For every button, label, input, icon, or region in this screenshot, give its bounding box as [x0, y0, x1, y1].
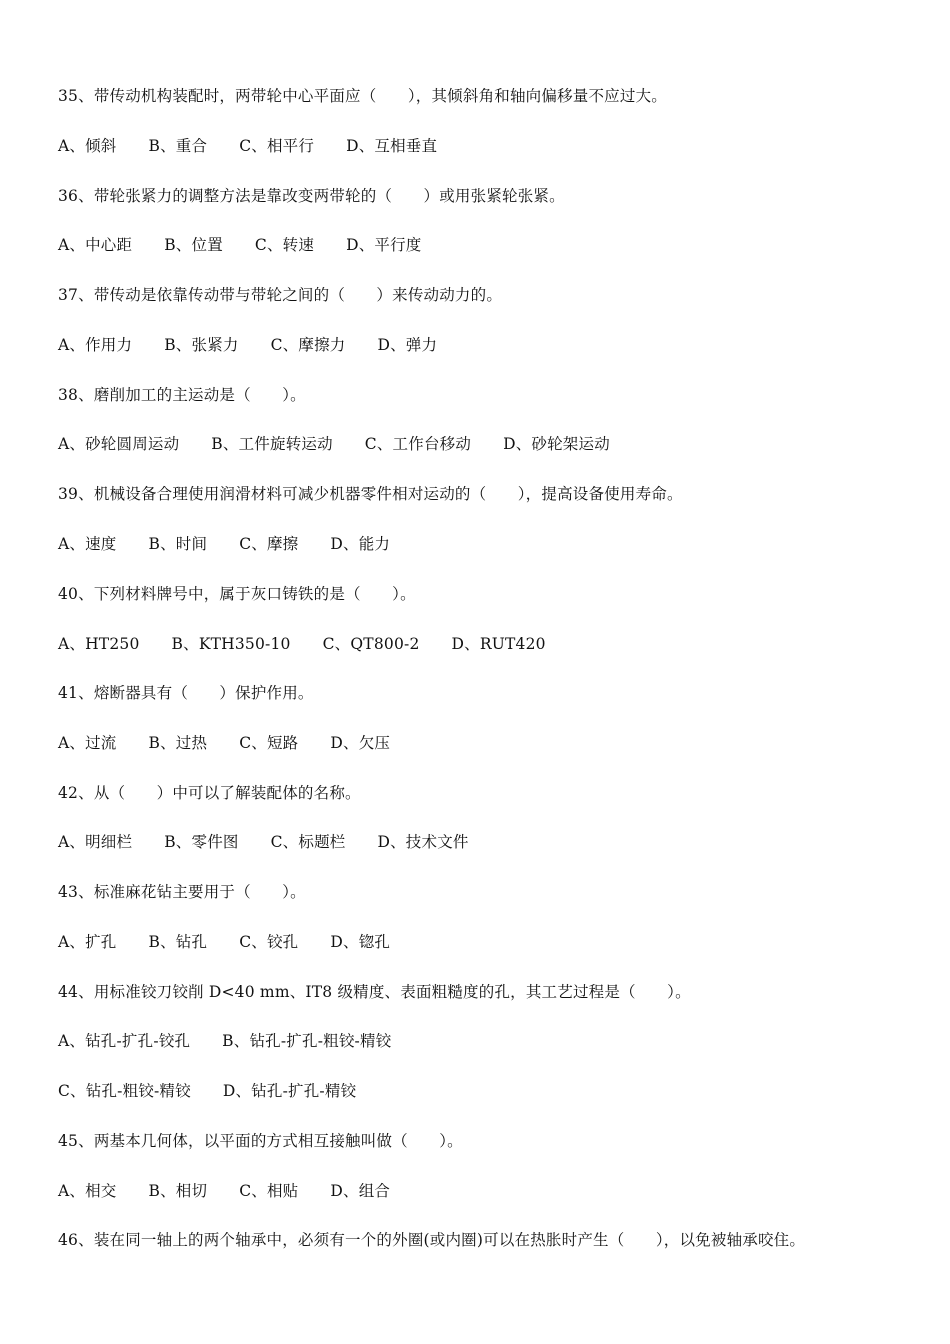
option-b[interactable]: B、过热 [148, 734, 208, 752]
question-44-stem: 44、用标准铰刀铰削 D<40 mm、IT8 级精度、表面粗糙度的孔，其工艺过程是（ ）。 [58, 983, 691, 1001]
option-b[interactable]: B、零件图 [164, 833, 239, 851]
option-a[interactable]: A、作用力 [58, 336, 133, 354]
option-d[interactable]: D、平行度 [346, 236, 422, 254]
option-a[interactable]: A、明细栏 [58, 833, 133, 851]
option-d[interactable]: D、钻孔-扩孔-精铰 [222, 1082, 357, 1100]
question-40-stem: 40、下列材料牌号中，属于灰口铸铁的是（ ）。 [58, 585, 416, 603]
option-c[interactable]: C、摩擦 [239, 535, 299, 553]
option-b[interactable]: B、位置 [164, 236, 223, 254]
option-c[interactable]: C、标题栏 [270, 833, 346, 851]
question-37-options [58, 335, 437, 355]
question-40-options [58, 634, 546, 654]
option-c[interactable]: C、QT800-2 [322, 635, 420, 653]
option-a[interactable]: A、速度 [58, 535, 117, 553]
question-36-stem: 36、带轮张紧力的调整方法是靠改变两带轮的（ ）或用张紧轮张紧。 [58, 187, 565, 205]
option-d[interactable]: D、锪孔 [330, 933, 391, 951]
option-b[interactable]: B、张紧力 [164, 336, 239, 354]
option-b[interactable]: B、重合 [148, 137, 208, 155]
option-a[interactable]: A、钻孔-扩孔-铰孔 [58, 1032, 191, 1050]
option-d[interactable]: D、弹力 [377, 336, 438, 354]
question-41-options [58, 733, 390, 753]
option-a[interactable]: A、相交 [58, 1182, 117, 1200]
question-35-stem: 35、带传动机构装配时，两带轮中心平面应（ ），其倾斜角和轴向偏移量不应过大。 [58, 87, 667, 105]
option-c[interactable]: C、相贴 [239, 1182, 299, 1200]
option-b[interactable]: B、工件旋转运动 [211, 435, 333, 453]
option-a[interactable]: A、倾斜 [58, 137, 117, 155]
option-c[interactable]: C、铰孔 [239, 933, 299, 951]
question-45-options [58, 1181, 390, 1201]
option-c[interactable]: C、工作台移动 [364, 435, 472, 453]
option-b[interactable]: B、时间 [148, 535, 208, 553]
option-d[interactable]: D、砂轮架运动 [503, 435, 610, 453]
option-b[interactable]: B、钻孔-扩孔-粗铰-精铰 [222, 1032, 392, 1050]
option-c[interactable]: C、短路 [239, 734, 299, 752]
option-d[interactable]: D、技术文件 [377, 833, 469, 851]
option-a[interactable]: A、扩孔 [58, 933, 117, 951]
question-45-stem: 45、两基本几何体，以平面的方式相互接触叫做（ ）。 [58, 1132, 463, 1150]
option-a[interactable]: A、HT250 [58, 635, 140, 653]
option-a[interactable]: A、过流 [58, 734, 117, 752]
option-c[interactable]: C、相平行 [239, 137, 315, 155]
option-c[interactable]: C、摩擦力 [270, 336, 346, 354]
option-c[interactable]: C、钻孔-粗铰-精铰 [58, 1082, 191, 1100]
question-46-stem: 46、装在同一轴上的两个轴承中，必须有一个的外圈(或内圈)可以在热胀时产生（ ），以免被轴承咬住。 [58, 1231, 806, 1249]
question-43-options [58, 932, 390, 952]
question-43-stem: 43、标准麻花钻主要用于（ ）。 [58, 883, 306, 901]
question-35-options [58, 136, 437, 156]
question-39-stem: 39、机械设备合理使用润滑材料可减少机器零件相对运动的（ ），提高设备使用寿命。 [58, 485, 683, 503]
question-44-options-row-1 [58, 1031, 391, 1051]
question-37-stem: 37、带传动是依靠传动带与带轮之间的（ ）来传动动力的。 [58, 286, 503, 304]
option-b[interactable]: B、钻孔 [148, 933, 208, 951]
question-39-options [58, 534, 390, 554]
question-41-stem: 41、熔断器具有（ ）保护作用。 [58, 684, 314, 702]
question-36-options [58, 235, 422, 255]
option-a[interactable]: A、砂轮圆周运动 [58, 435, 180, 453]
option-c[interactable]: C、转速 [254, 236, 315, 254]
question-42-options [58, 832, 469, 852]
option-a[interactable]: A、中心距 [58, 236, 133, 254]
question-42-stem: 42、从（ ）中可以了解装配体的名称。 [58, 784, 361, 802]
option-d[interactable]: D、欠压 [330, 734, 391, 752]
option-d[interactable]: D、RUT420 [451, 635, 546, 653]
option-d[interactable]: D、互相垂直 [346, 137, 438, 155]
option-b[interactable]: B、相切 [148, 1182, 208, 1200]
option-d[interactable]: D、能力 [330, 535, 391, 553]
question-44-options-row-2 [58, 1081, 356, 1101]
option-b[interactable]: B、KTH350-10 [171, 635, 291, 653]
option-d[interactable]: D、组合 [330, 1182, 391, 1200]
question-38-stem: 38、磨削加工的主运动是（ ）。 [58, 386, 306, 404]
question-38-options [58, 434, 610, 454]
